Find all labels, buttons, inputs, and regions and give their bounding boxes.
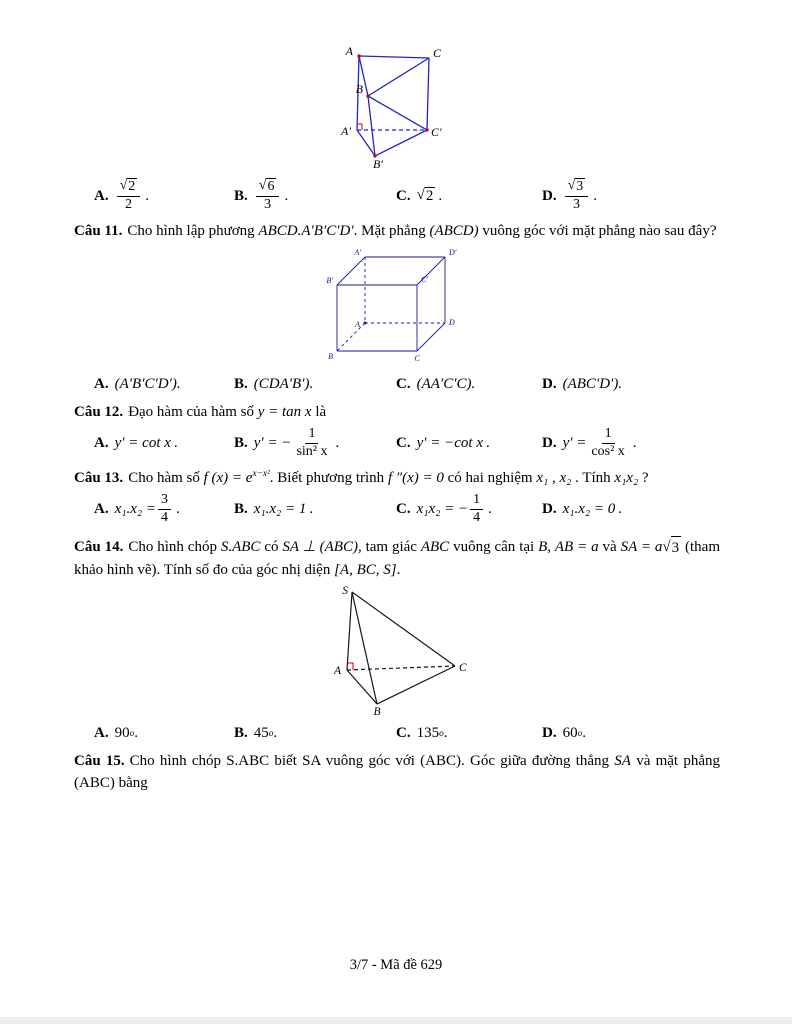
q11-options bbox=[74, 373, 720, 397]
option-label: D. bbox=[542, 376, 557, 392]
q15-text: Câu 15. Cho hình chóp S.ABC biết SA vuông góc với (ABC). Góc giữa đường thẳng SA và mặt phẳng (ABC) bằng bbox=[74, 752, 720, 791]
prism-label-C-prime: C′ bbox=[431, 125, 442, 139]
page-bottom-edge bbox=[0, 1017, 792, 1024]
pyramid-label-C: C bbox=[459, 661, 467, 674]
degree-mark: o bbox=[268, 728, 274, 739]
cube-label-B-prime: B′ bbox=[326, 275, 333, 285]
degree-mark: o bbox=[129, 728, 135, 739]
q14-option-a: A. 90 o . bbox=[94, 725, 138, 741]
fraction: $\frac{3}{4}$ bbox=[158, 492, 171, 526]
option-label: A. bbox=[94, 434, 109, 451]
radical-sign: √ bbox=[416, 187, 425, 203]
q13-text: Câu 13. Cho hàm số f $(x) = e^{x-x^2}$. Biết phương trình f ″(x) = 0 có hai nghiệm x₁ , x₂ . Tính x₁x₂ ? bbox=[74, 469, 649, 486]
q13-option-d: D. x₁.x₂ = 0 . bbox=[542, 501, 622, 517]
q13-option-a: A. x₁.x₂ = $\frac{3}{4}$ . bbox=[94, 492, 180, 525]
q12-option-c: C. y′ = −cot x . bbox=[396, 434, 490, 451]
prism-label-C: C bbox=[433, 46, 442, 60]
option-label: C. bbox=[396, 725, 411, 741]
q10-option-b: B. √ 6 3 . bbox=[234, 178, 289, 212]
option-label: B. bbox=[234, 376, 248, 392]
cube-edges bbox=[337, 257, 445, 351]
page-footer: 3/7 - Mã đề 629 bbox=[349, 957, 443, 973]
radical-sign: √ bbox=[258, 178, 267, 194]
option-label: C. bbox=[396, 187, 411, 204]
pyramid-label-A: A bbox=[333, 664, 341, 677]
q13-option-c: C. x₁x₂ = − $\frac{1}{4}$ . bbox=[396, 492, 492, 525]
question-number: Câu 14. bbox=[74, 538, 124, 555]
q14-text: Câu 14. Cho hình chóp S.ABC có SA ⊥ (ABC), tam giác ABC vuông cân tại B, AB = a và SA = a √ 3 (tham khảo hình vẽ). Tính số đo của góc nhị diện [A, BC, S]. bbox=[74, 536, 720, 582]
prism-label-A: A bbox=[345, 44, 353, 58]
sqrt: √ 6 bbox=[258, 178, 275, 195]
fraction: √ 3 3 bbox=[565, 178, 589, 213]
question-number: Câu 13. bbox=[74, 470, 124, 486]
option-label: C. bbox=[396, 501, 411, 517]
q12-option-a: A. y′ = cot x . bbox=[94, 434, 178, 451]
fraction: √ 6 3 bbox=[256, 178, 280, 213]
pyramid-label-B: B bbox=[373, 705, 381, 716]
option-label: D. bbox=[542, 187, 557, 204]
q12-options bbox=[74, 423, 720, 463]
q11-option-d: D. (ABC′D′). bbox=[542, 376, 623, 392]
cube-label-A: A bbox=[355, 319, 360, 329]
option-label: A. bbox=[94, 376, 109, 392]
q11-option-a: A. (A′B′C′D′). bbox=[94, 376, 181, 392]
q12-option-d: D. y′ = $\frac{1}{\text{cos² x}}$ . bbox=[542, 425, 637, 459]
prism-vertex-dots bbox=[355, 55, 429, 158]
pyramid-edges bbox=[347, 592, 455, 704]
sqrt: √ 3 bbox=[567, 178, 584, 195]
option-label: B. bbox=[234, 725, 248, 741]
option-label: B. bbox=[234, 501, 248, 517]
q10-option-d: D. √ 3 3 . bbox=[542, 178, 598, 212]
sqrt: √ 3 bbox=[662, 536, 681, 560]
radical-sign: √ bbox=[567, 178, 576, 194]
option-label: C. bbox=[396, 434, 411, 451]
option-label: D. bbox=[542, 725, 557, 741]
option-label: A. bbox=[94, 725, 109, 741]
radical-sign: √ bbox=[662, 538, 671, 555]
fraction: √ 2 2 bbox=[117, 178, 141, 213]
q14-option-c: C. 135 o . bbox=[396, 725, 448, 741]
option-label: A. bbox=[94, 501, 109, 517]
cube-label-B: B bbox=[328, 351, 333, 361]
q14-option-d: D. 60 o . bbox=[542, 725, 586, 741]
fraction: $\frac{1}{4}$ bbox=[470, 492, 483, 526]
q10-option-c: C. √ 2 . bbox=[396, 187, 443, 204]
q10-option-a: A. √ 2 2 . bbox=[94, 178, 150, 212]
cube-label-D-prime: D′ bbox=[449, 247, 457, 257]
q14-option-b: B. 45 o . bbox=[234, 725, 278, 741]
q14-options bbox=[74, 722, 720, 746]
q10-options bbox=[74, 176, 720, 216]
radical-sign: √ bbox=[119, 178, 128, 194]
cube-label-C: C bbox=[414, 353, 420, 363]
prism-label-A-prime: A′ bbox=[341, 124, 351, 138]
prism-drawing bbox=[332, 44, 462, 170]
q12-option-b: B. y′ = − $\frac{1}{\text{sin² x}}$ . bbox=[234, 425, 340, 459]
pyramid-drawing bbox=[327, 586, 467, 716]
cube-drawing bbox=[322, 247, 472, 367]
cube-hidden-vertex-dot bbox=[364, 321, 367, 324]
degree-mark: o bbox=[577, 728, 583, 739]
q13-options bbox=[74, 490, 720, 530]
pyramid-label-S: S bbox=[342, 585, 348, 597]
cube-label-A-prime: A′ bbox=[354, 247, 361, 257]
q11-text: Câu 11. Cho hình lập phương ABCD.A′B′C′D′. Mặt phẳng (ABCD) vuông góc với mặt phẳng nào sau đây? bbox=[74, 223, 717, 239]
sqrt: √ 2 bbox=[119, 178, 136, 195]
question-number: Câu 15. bbox=[74, 752, 125, 769]
option-label: B. bbox=[234, 434, 248, 451]
option-label: D. bbox=[542, 434, 557, 451]
figure-pyramid bbox=[74, 586, 720, 716]
degree-mark: o bbox=[439, 728, 444, 739]
cube-label-C-prime: C′ bbox=[421, 274, 429, 284]
figure-triangular-prism bbox=[74, 44, 720, 170]
fraction: $\frac{1}{\text{cos² x}}$ bbox=[591, 425, 625, 459]
figure-cube bbox=[74, 247, 720, 367]
prism-label-B-prime: B′ bbox=[373, 157, 383, 170]
option-label: A. bbox=[94, 187, 109, 204]
cube-label-D: D bbox=[449, 317, 455, 327]
q13-option-b: B. x₁.x₂ = 1 . bbox=[234, 501, 314, 517]
q12-text: Câu 12. Đạo hàm của hàm số y = tan x là bbox=[74, 403, 327, 420]
option-label: B. bbox=[234, 187, 248, 204]
prism-label-B: B bbox=[355, 82, 363, 96]
exponent: x−x² bbox=[252, 469, 270, 479]
sqrt: √ 2 bbox=[416, 187, 434, 204]
option-label: C. bbox=[396, 376, 411, 392]
fraction: $\frac{1}{\text{sin² x}}$ bbox=[296, 425, 328, 459]
q11-option-c: C. (AA′C′C). bbox=[396, 376, 476, 392]
q11-option-b: B. (CDA′B′). bbox=[234, 376, 314, 392]
question-number: Câu 12. bbox=[74, 403, 124, 420]
prism-edges bbox=[357, 56, 429, 156]
question-number: Câu 11. bbox=[74, 223, 123, 239]
option-label: D. bbox=[542, 501, 557, 517]
